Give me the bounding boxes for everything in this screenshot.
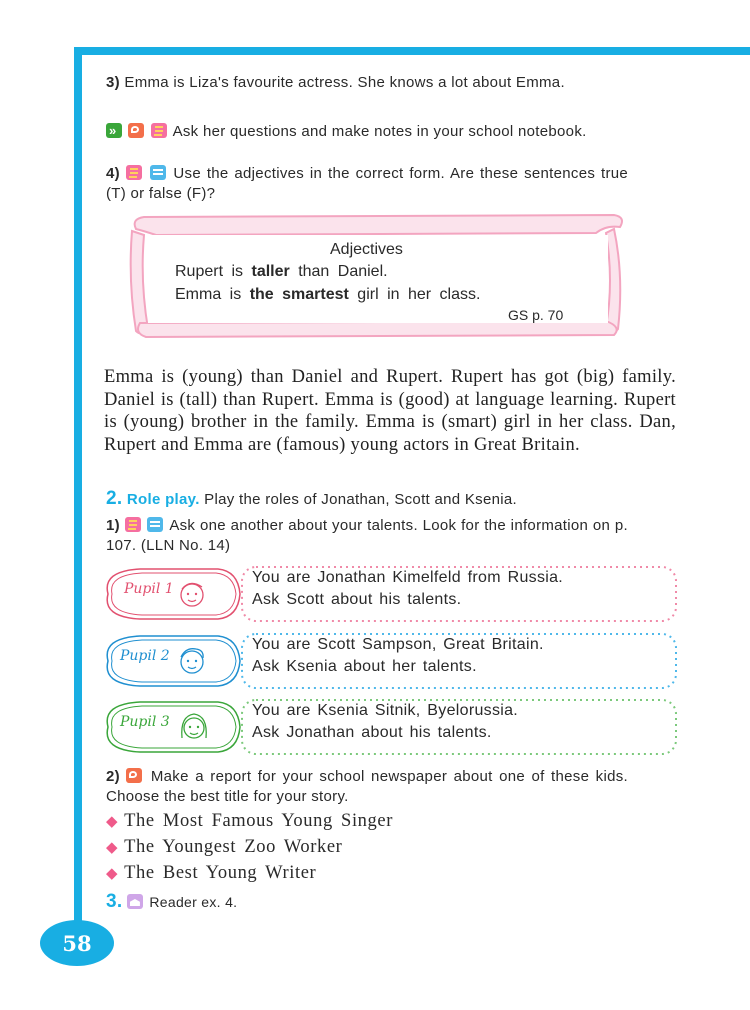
story-title: The Best Young Writer [124, 863, 317, 883]
diamond-bullet-icon: ◆ [106, 814, 119, 830]
item-4-paragraph [106, 164, 628, 204]
example-1-start: Rupert is [175, 263, 244, 280]
pupil-3-label: Pupil 3 [120, 714, 170, 730]
item-4-text: Use the adjectives in the correct form. Are these sentences true (T) or false (F)? [106, 165, 629, 202]
write-icon [125, 517, 141, 532]
example-2-end: girl in her class. [357, 286, 481, 303]
read-icon [150, 165, 166, 180]
adjectives-example-2 [175, 286, 480, 304]
task-2-item-1-number: 1) [106, 517, 120, 534]
story-titles-list [106, 809, 393, 887]
exercise-paragraph: Emma is (young) than Daniel and Rupert. Rupert has got (big) family. Daniel is (tall) than Rupert. Emma is (good) at language learning. Rupert is (young) brother in the family. Emma is (smart) girl in her class. Dan, Rupert and Emma are (famous) young actors in Great Britain. [104, 367, 676, 455]
adjectives-title: Adjectives [330, 241, 403, 258]
task-3-text: Reader ex. 4. [149, 894, 238, 910]
page-frame-top [74, 47, 750, 55]
pupil-2-line-1: You are Scott Sampson, Great Britain. [252, 636, 544, 653]
task-2-item-2 [106, 767, 628, 807]
speak-icon [126, 768, 142, 783]
pupil-1-text [252, 567, 563, 611]
write-icon [126, 165, 142, 180]
page-number: 58 [40, 920, 114, 966]
task-2-intro: Play the roles of Jonathan, Scott and Ksenia. [204, 491, 517, 508]
example-1-bold: taller [251, 263, 290, 280]
pupil-1-label: Pupil 1 [124, 581, 174, 597]
diamond-bullet-icon: ◆ [106, 866, 119, 882]
pupil-2-label: Pupil 2 [120, 648, 170, 664]
task-3-line [106, 892, 628, 913]
pupil-3-line-1: You are Ksenia Sitnik, Byelorussia. [252, 702, 519, 719]
task-2-number: 2. [106, 488, 123, 509]
pupil-3-text [252, 700, 518, 744]
list-item [106, 835, 393, 861]
speak-icon [128, 123, 144, 138]
grammar-reference: GS p. 70 [508, 307, 564, 323]
list-item [106, 809, 393, 835]
task-2-item-2-number: 2) [106, 768, 120, 785]
task-2-item-1 [106, 516, 628, 556]
adjectives-example-1 [175, 263, 388, 281]
pupil-3-row [100, 698, 678, 756]
pupil-2-text [252, 634, 544, 678]
reader-icon [127, 894, 143, 909]
example-1-end: than Daniel. [298, 263, 388, 280]
example-2-bold: the smartest [249, 286, 349, 303]
task-2-heading [106, 489, 646, 510]
read-icon [147, 517, 163, 532]
item-4-number: 4) [106, 165, 120, 182]
instruction-text: Ask her questions and make notes in your school notebook. [172, 123, 587, 140]
pupil-1-line-1: You are Jonathan Kimelfeld from Russia. [252, 569, 564, 586]
pupil-2-line-2: Ask Ksenia about her talents. [252, 658, 477, 675]
item-3-paragraph [106, 73, 628, 93]
task-2-item-2-text: Make a report for your school newspaper about one of these kids. Choose the best title for your story. [106, 768, 629, 805]
task-2-title: Role play. [126, 491, 200, 508]
item-3-text: Emma is Liza's favourite actress. She knows a lot about Emma. [124, 74, 565, 91]
pupil-2-row [100, 632, 678, 690]
instruction-paragraph [106, 122, 628, 142]
write-icon [151, 123, 167, 138]
item-3-number: 3) [106, 74, 120, 91]
pupil-1-row [100, 565, 678, 623]
diamond-bullet-icon: ◆ [106, 840, 119, 856]
pupil-1-line-2: Ask Scott about his talents. [252, 591, 462, 608]
task-2-item-1-text: Ask one another about your talents. Look for the information on p. 107. (LLN No. 14) [106, 517, 629, 554]
audio-icon [106, 123, 122, 138]
example-2-start: Emma is [175, 286, 242, 303]
story-title: The Most Famous Young Singer [124, 811, 393, 831]
story-title: The Youngest Zoo Worker [124, 837, 343, 857]
page-frame-left [74, 47, 82, 947]
task-3-number: 3. [106, 891, 123, 912]
list-item [106, 861, 393, 887]
pupil-3-line-2: Ask Jonathan about his talents. [252, 724, 492, 741]
